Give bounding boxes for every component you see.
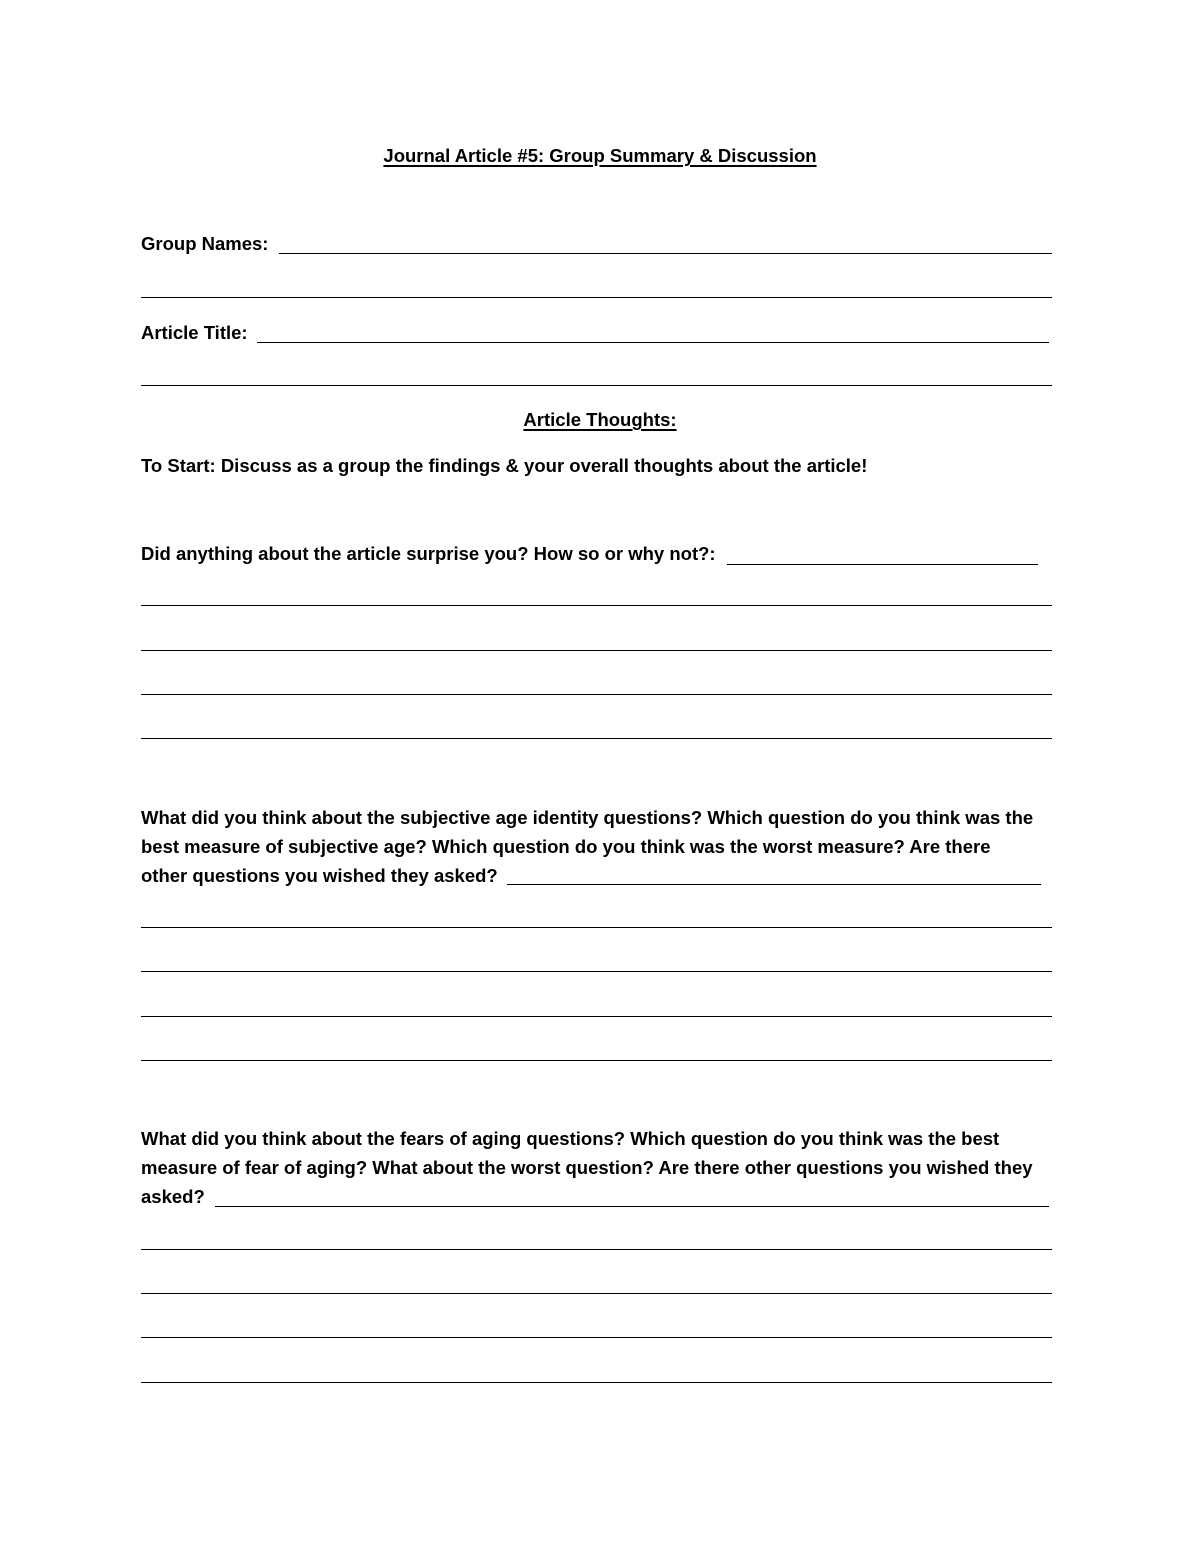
intro-instructions: To Start: Discuss as a group the findings & your overall thoughts about the article! xyxy=(141,455,868,476)
question-3 xyxy=(141,1124,1061,1211)
question-3-answer-line-3[interactable] xyxy=(141,1337,1052,1338)
question-1-answer-line-3[interactable] xyxy=(141,694,1052,695)
question-3-answer-line-1[interactable] xyxy=(141,1249,1052,1250)
section-heading: Article Thoughts: xyxy=(523,409,677,430)
group-names-answer-line[interactable] xyxy=(279,253,1052,254)
question-3-answer-line-4[interactable] xyxy=(141,1382,1052,1383)
question-3-line-3: asked? xyxy=(141,1186,205,1207)
question-2-answer-line-3[interactable] xyxy=(141,1016,1052,1017)
question-2 xyxy=(141,803,1061,890)
question-2-answer-line-1[interactable] xyxy=(141,927,1052,928)
question-2-line-1: What did you think about the subjective age identity questions? Which question do you think was the xyxy=(141,807,1034,828)
article-title-answer-line[interactable] xyxy=(257,342,1049,343)
question-3-line-1: What did you think about the fears of aging questions? Which question do you think was the best xyxy=(141,1128,1000,1149)
question-1-answer-line-1[interactable] xyxy=(141,605,1052,606)
question-2-answer-line-4[interactable] xyxy=(141,1060,1052,1061)
question-3-answer-line-inline[interactable] xyxy=(215,1206,1049,1207)
group-names-answer-line-2[interactable] xyxy=(141,297,1052,298)
question-1-answer-line-4[interactable] xyxy=(141,738,1052,739)
question-3-answer-line-2[interactable] xyxy=(141,1293,1052,1294)
question-2-line-3: other questions you wished they asked? xyxy=(141,865,498,886)
question-2-line-2: best measure of subjective age? Which question do you think was the worst measure? Are there xyxy=(141,836,991,857)
article-title-answer-line-2[interactable] xyxy=(141,385,1052,386)
question-1-line-1: Did anything about the article surprise you? How so or why not?: xyxy=(141,543,716,564)
question-1-answer-line-inline[interactable] xyxy=(727,564,1038,565)
page-title: Journal Article #5: Group Summary & Discussion xyxy=(383,145,817,166)
question-3-line-2: measure of fear of aging? What about the worst question? Are there other questions you wished they xyxy=(141,1157,1033,1178)
question-2-answer-line-inline[interactable] xyxy=(507,884,1041,885)
question-2-answer-line-2[interactable] xyxy=(141,971,1052,972)
article-title-label: Article Title: xyxy=(141,322,248,343)
question-1-answer-line-2[interactable] xyxy=(141,650,1052,651)
group-names-label: Group Names: xyxy=(141,233,269,254)
